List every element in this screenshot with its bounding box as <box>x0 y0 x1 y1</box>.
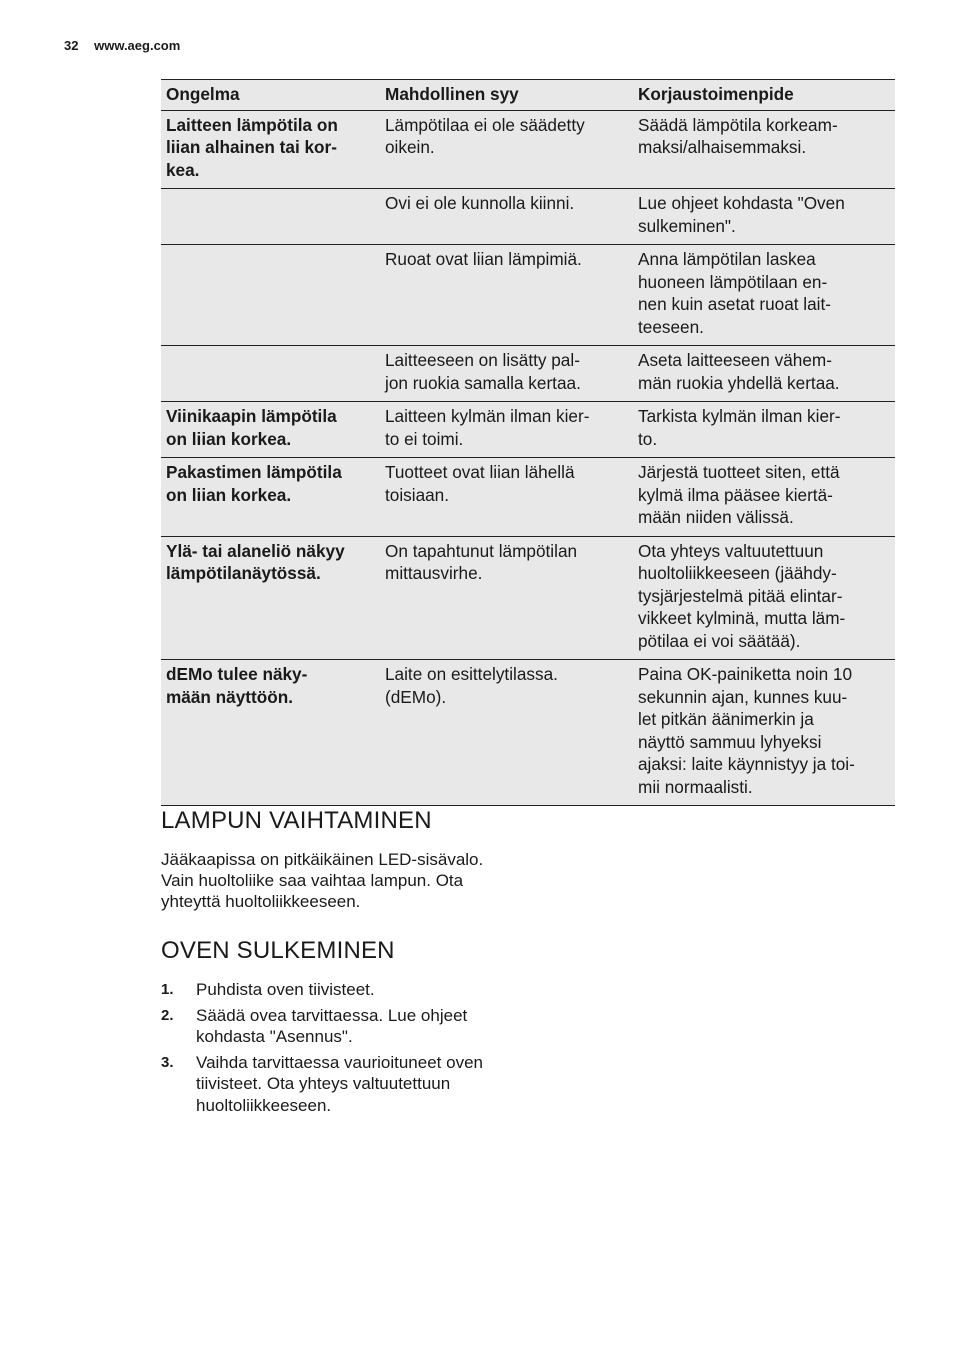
table-row <box>161 660 895 806</box>
table-row <box>161 458 895 537</box>
table-row <box>161 245 895 346</box>
step-number: 2. <box>161 1006 174 1024</box>
page-number: 32 <box>64 38 79 53</box>
column-header-cause: Mahdollinen syy <box>380 80 633 111</box>
cell-solution: Järjestä tuotteet siten, että kylmä ilma pääsee kiertä- mään niiden välissä. <box>633 458 895 537</box>
cell-cause: Laitteeseen on lisätty pal- jon ruokia samalla kertaa. <box>380 346 633 402</box>
lamp-section-text: Jääkaapissa on pitkäikäinen LED-sisävalo. Vain huoltoliike saa vaihtaa lampun. Ota yhteyttä huoltoliikkeeseen. <box>161 850 484 911</box>
cell-solution: Lue ohjeet kohdasta "Oven sulkeminen". <box>633 189 895 245</box>
website-url: www.aeg.com <box>94 38 181 53</box>
step-text: Säädä ovea tarvittaessa. Lue ohjeet kohdasta "Asennus". <box>196 1005 468 1046</box>
cell-problem: Laitteen lämpötila on liian alhainen tai kor- kea. <box>161 110 380 189</box>
lamp-section-title: LAMPUN VAIHTAMINEN <box>161 807 432 834</box>
cell-cause: Tuotteet ovat liian lähellä toisiaan. <box>380 458 633 537</box>
step-text: Puhdista oven tiivisteet. <box>196 980 375 999</box>
cell-solution: Tarkista kylmän ilman kier- to. <box>633 402 895 458</box>
column-header-solution: Korjaustoimenpide <box>633 80 895 111</box>
cell-solution: Aseta laitteeseen vähem- män ruokia yhdellä kertaa. <box>633 346 895 402</box>
cell-cause: Laitteen kylmän ilman kier- to ei toimi. <box>380 402 633 458</box>
cell-cause: Lämpötilaa ei ole säädetty oikein. <box>380 110 633 189</box>
table-row <box>161 346 895 402</box>
cell-cause: Ovi ei ole kunnolla kiinni. <box>380 189 633 245</box>
troubleshooting-table <box>161 79 895 806</box>
cell-solution: Ota yhteys valtuutettuun huoltoliikkeeseen (jäähdy- tysjärjestelmä pitää elintar- vikkeet kylminä, mutta läm- pötilaa ei voi säätää). <box>633 536 895 660</box>
door-section-title: OVEN SULKEMINEN <box>161 937 395 964</box>
cell-solution: Anna lämpötilan laskea huoneen lämpötilaan en- nen kuin asetat ruoat lait- teeseen. <box>633 245 895 346</box>
page-header <box>64 38 180 53</box>
cell-solution: Paina OK-painiketta noin 10 sekunnin ajan, kunnes kuu- let pitkän äänimerkin ja näyttö sammuu lyhyeksi ajaksi: laite käynnistyy ja toi- mii normaalisti. <box>633 660 895 806</box>
cell-cause: Laite on esittelytilassa. (dEMo). <box>380 660 633 806</box>
cell-problem: Pakastimen lämpötila on liian korkea. <box>161 458 380 537</box>
door-steps-list <box>161 979 531 1120</box>
step-number: 3. <box>161 1053 174 1071</box>
list-item <box>161 1052 531 1117</box>
cell-solution: Säädä lämpötila korkeam- maksi/alhaisemmaksi. <box>633 110 895 189</box>
cell-problem: dEMo tulee näky- mään näyttöön. <box>161 660 380 806</box>
cell-problem: Ylä- tai alaneliö näkyy lämpötilanäytössä. <box>161 536 380 660</box>
cell-problem: Viinikaapin lämpötila on liian korkea. <box>161 402 380 458</box>
table-row <box>161 189 895 245</box>
cell-problem <box>161 189 380 245</box>
step-number: 1. <box>161 981 174 998</box>
list-item <box>161 1005 531 1048</box>
table-row <box>161 536 895 660</box>
table-header-row <box>161 80 895 111</box>
cell-cause: On tapahtunut lämpötilan mittausvirhe. <box>380 536 633 660</box>
cell-problem <box>161 245 380 346</box>
cell-cause: Ruoat ovat liian lämpimiä. <box>380 245 633 346</box>
table-row <box>161 110 895 189</box>
step-text: Vaihda tarvittaessa vaurioituneet oven tiivisteet. Ota yhteys valtuutettuun huoltoliikkeeseen. <box>196 1052 483 1115</box>
cell-problem <box>161 346 380 402</box>
column-header-problem: Ongelma <box>161 80 380 111</box>
list-item <box>161 979 531 1001</box>
table-row <box>161 402 895 458</box>
